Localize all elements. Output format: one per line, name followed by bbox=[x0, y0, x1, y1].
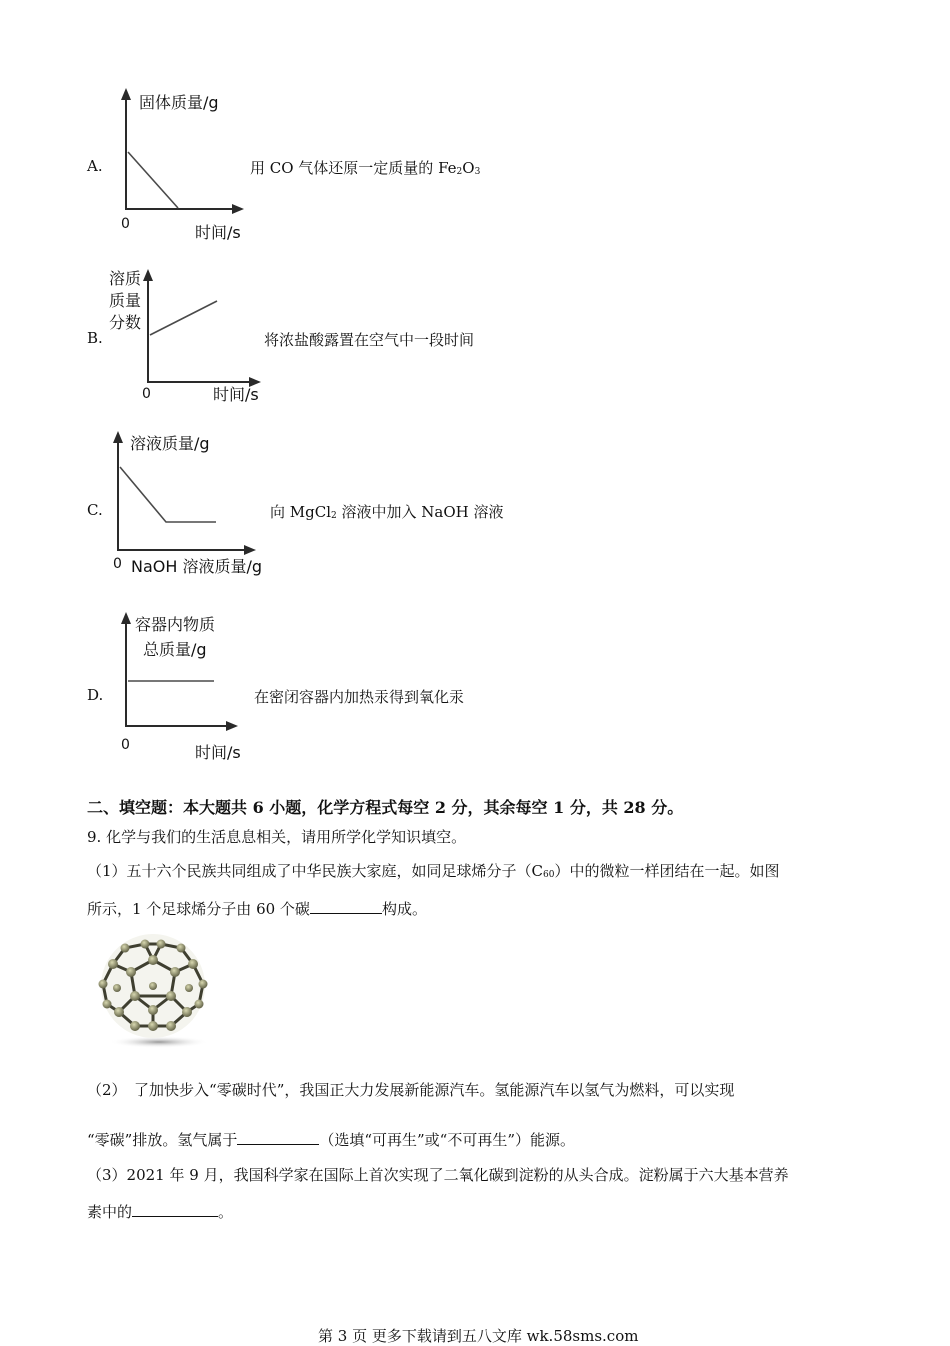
option-a-x-label: 时间/s bbox=[195, 223, 241, 242]
option-c-y-label: 溶液质量/g bbox=[130, 434, 210, 453]
option-c-letter: C. bbox=[87, 501, 103, 519]
fullerene-molecule-image bbox=[87, 930, 222, 1050]
option-a-origin: 0 bbox=[121, 216, 130, 232]
question-9-part3-line2: 素中的 。 bbox=[87, 1203, 234, 1221]
question-9-part1-line2: 所示，1 个足球烯分子由 60 个碳 构成。 bbox=[87, 900, 427, 918]
option-d-caption: 在密闭容器内加热汞得到氧化汞 bbox=[254, 688, 465, 706]
option-a-caption: 用 CO 气体还原一定质量的 $Fe_2O_3$ bbox=[250, 159, 481, 177]
option-b-caption: 将浓盐酸露置在空气中一段时间 bbox=[264, 331, 475, 349]
option-b-x-label: 时间/s bbox=[213, 385, 259, 404]
question-9-part1-line1: （1）五十六个民族共同组成了中华民族大家庭，如同足球烯分子$(C_{60})$中的微粒一样团结在一起。如图 bbox=[87, 862, 780, 880]
option-a-letter: A. bbox=[87, 157, 103, 175]
option-a-y-label: 固体质量/g bbox=[139, 93, 219, 112]
answer-blank-1[interactable] bbox=[310, 898, 382, 914]
option-d-x-label: 时间/s bbox=[195, 743, 241, 762]
section-title: 二、填空题：本大题共 6 小题，化学方程式每空 2 分，其余每空 1 分，共 28 分。 bbox=[87, 798, 684, 817]
option-c-x-label: NaOH 溶液质量/g bbox=[131, 557, 263, 576]
option-c-caption: 向 MgCl$_2$ 溶液中加入 NaOH 溶液 bbox=[270, 503, 504, 521]
option-d-x-arrow-icon bbox=[226, 721, 238, 731]
question-9-part3-line1: （3）2021 年 9 月，我国科学家在国际上首次实现了二氧化碳到淀粉的从头合成。淀粉属于六大基本营养 bbox=[87, 1166, 789, 1184]
answer-blank-2[interactable] bbox=[237, 1129, 319, 1145]
option-c-origin: 0 bbox=[113, 556, 122, 572]
question-9-stem: 9. 化学与我们的生活息息相关，请用所学化学知识填空。 bbox=[87, 828, 467, 846]
question-9-part2-line1: （2） 了加快步入“零碳时代”，我国正大力发展新能源汽车。氢能源汽车以氢气为燃料，可以实现 bbox=[87, 1081, 735, 1099]
question-9-part2-line2: “零碳”排放。氢气属于 （选填“可再生”或“不可再生”）能源。 bbox=[87, 1131, 576, 1149]
page-footer: 第 3 页 更多下载请到五八文库 wk.58sms.com bbox=[318, 1327, 639, 1345]
option-d-letter: D. bbox=[87, 686, 104, 704]
option-d-y-label: 容器内物质 总质量/g bbox=[135, 615, 216, 659]
option-b-letter: B. bbox=[87, 329, 103, 347]
option-b-origin: 0 bbox=[142, 386, 151, 402]
answer-blank-3[interactable] bbox=[132, 1201, 218, 1217]
option-b-y-label: 溶质 质量 分数 bbox=[109, 269, 142, 332]
option-d-origin: 0 bbox=[121, 737, 130, 753]
option-d-y-arrow-icon bbox=[121, 612, 131, 624]
